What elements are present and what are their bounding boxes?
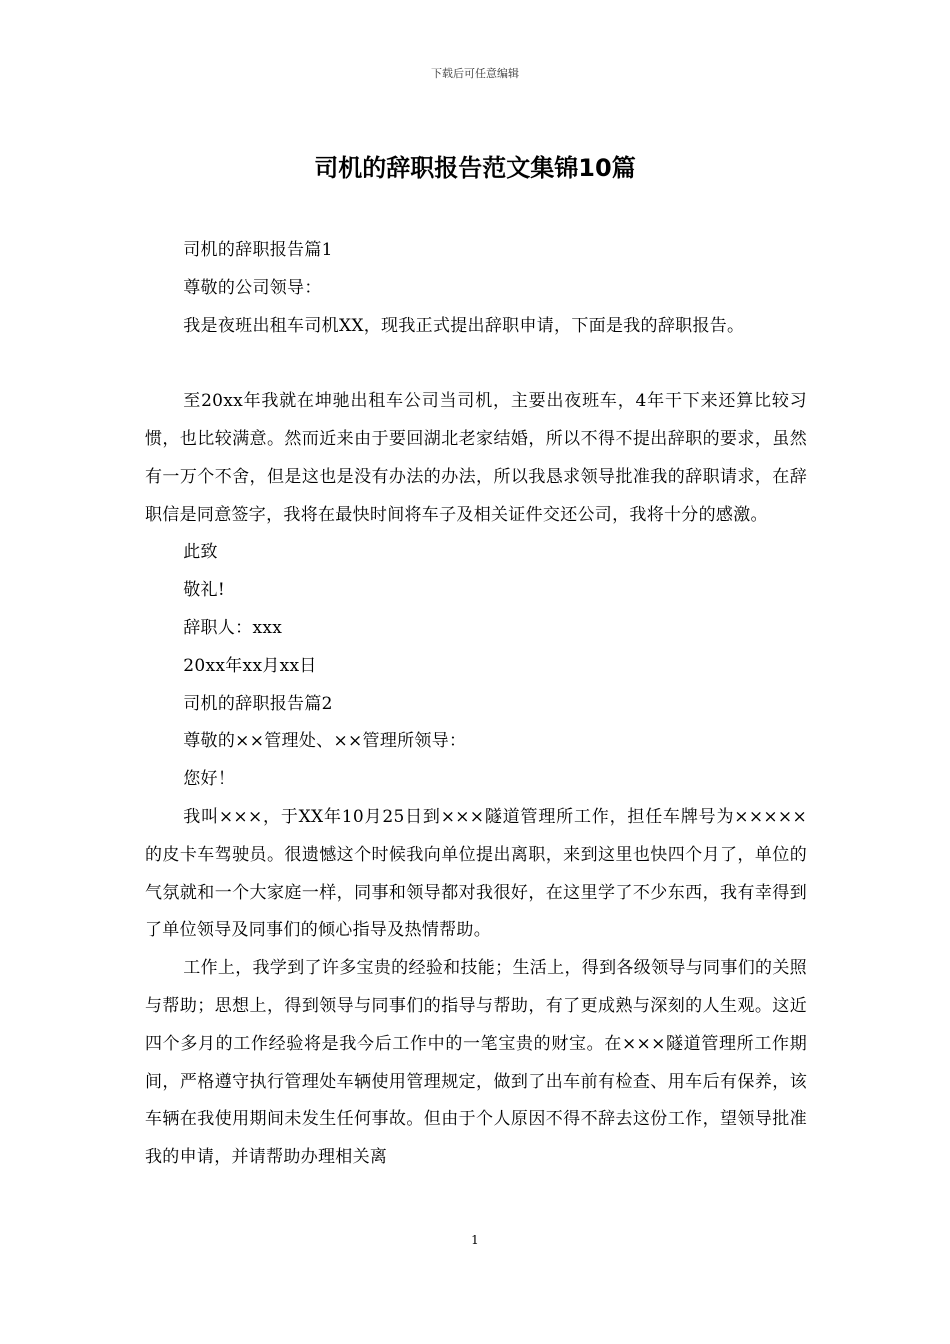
- page-number: 1: [471, 1233, 479, 1247]
- date-line: 20xx年xx月xx日: [183, 655, 317, 676]
- salutation-1: 尊敬的公司领导：: [183, 277, 322, 298]
- header-note: 下载后可任意编辑: [431, 67, 519, 80]
- greeting: 您好！: [183, 769, 236, 790]
- paragraph-intro-1: 我是夜班出租车司机XX，现我正式提出辞职申请，下面是我的辞职报告。: [183, 315, 745, 336]
- paragraph-body-2: 我叫×××，于XX年10月25日到×××隧道管理所工作，担任车牌号为×××××的皮卡车驾驶员。很遗憾这个时候我向单位提出离职，来到这里也快四个月了，单位的气氛就和一个大家庭一样，同事和领导都对我很好，在这里学了不少东西，我有幸得到了单位领导及同事们的倾心指导及热情帮助。: [145, 806, 807, 941]
- closing-phrase: 此致: [183, 542, 218, 563]
- paragraph-body-1: 至20xx年我就在坤驰出租车公司当司机，主要出夜班车，4年干下来还算比较习惯，也比较满意。然而近来由于要回湖北老家结婚，所以不得不提出辞职的要求，虽然有一万个不舍，但是这也是没有办法的办法，所以我恳求领导批准我的辞职请求，在辞职信是同意签字，我将在最快时间将车子及相关证件交还公司，我将十分的感激。: [145, 391, 807, 525]
- paragraph-body-3: 工作上，我学到了许多宝贵的经验和技能；生活上，得到各级领导与同事们的关照与帮助；思想上，得到领导与同事们的指导与帮助，有了更成熟与深刻的人生观。这近四个多月的工作经验将是我今后工作中的一笔宝贵的财宝。在×××隧道管理所工作期间，严格遵守执行管理处车辆使用管理规定，做到了出车前有检查、用车后有保养，该车辆在我使用期间未发生任何事故。但由于个人原因不得不辞去这份工作，望领导批准我的申请，并请帮助办理相关离: [145, 958, 807, 1168]
- document-title: 司机的辞职报告范文集锦10篇: [314, 154, 636, 182]
- signature-line: 辞职人：xxx: [183, 617, 283, 638]
- blank-line: [145, 345, 807, 383]
- closing-salute: 敬礼!: [183, 580, 225, 601]
- salutation-2: 尊敬的××管理处、××管理所领导：: [183, 731, 467, 752]
- section-heading-1: 司机的辞职报告篇1: [183, 240, 333, 260]
- section-heading-2: 司机的辞职报告篇2: [183, 693, 333, 714]
- document-body: [145, 232, 807, 1177]
